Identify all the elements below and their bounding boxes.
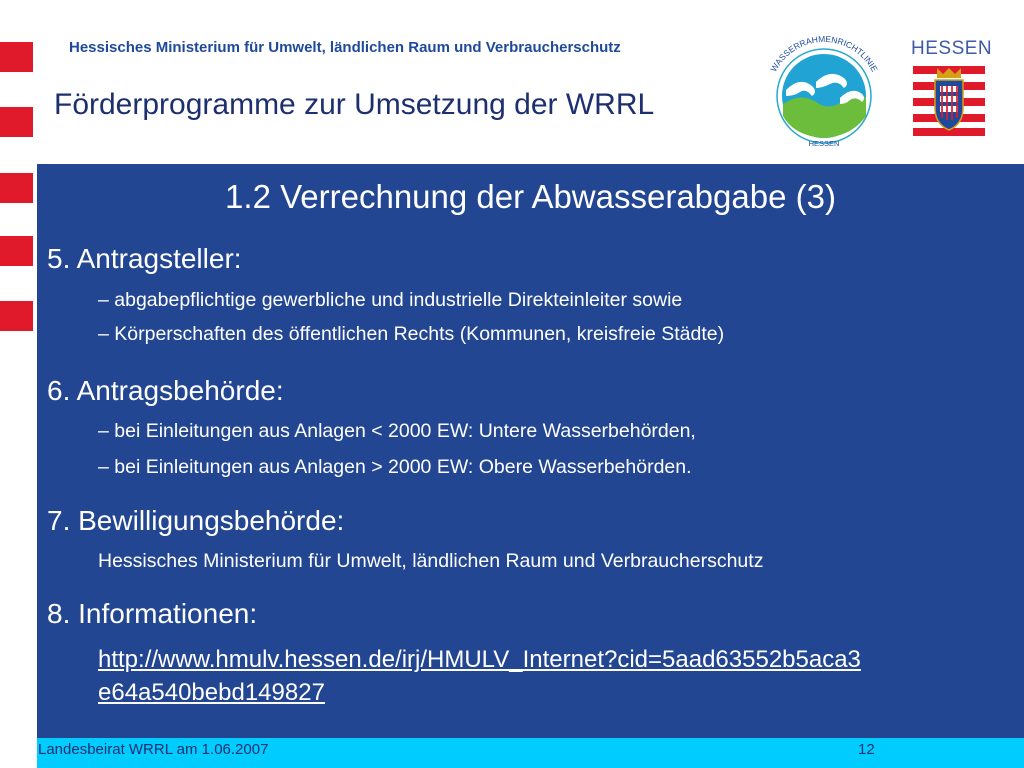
decor-red-square-5 (0, 301, 33, 331)
wrrl-logo-bottom-text: HESSEN (808, 139, 840, 148)
section-8-heading: 8. Informationen: (47, 598, 258, 629)
hessen-crest-icon (913, 62, 985, 136)
section-7-heading: 7. Bewilligungsbehörde: (47, 505, 345, 536)
info-link-line-1[interactable]: http://www.hmulv.hessen.de/irj/HMULV_Internet?cid=5aad63552b5aca3 (98, 646, 861, 673)
footer-text: Landesbeirat WRRL am 1.06.2007 (38, 741, 269, 758)
wrrl-logo-arc-text: WASSERRAHMENRICHTLINIE (768, 33, 880, 74)
section-6-item-1: – bei Einleitungen aus Anlagen < 2000 EW: Untere Wasserbehörden, (98, 420, 696, 442)
decor-red-square-1 (0, 42, 33, 72)
section-7-item-1: Hessisches Ministerium für Umwelt, ländlichen Raum und Verbraucherschutz (98, 550, 764, 572)
info-link-line-2[interactable]: e64a540bebd149827 (98, 679, 325, 706)
slide-subtitle: Förderprogramme zur Umsetzung der WRRL (54, 88, 655, 121)
decor-red-square-3 (0, 173, 33, 203)
decor-red-square-4 (0, 236, 33, 266)
section-5-heading: 5. Antragsteller: (47, 243, 242, 274)
section-6-item-2: – bei Einleitungen aus Anlagen > 2000 EW: Obere Wasserbehörden. (98, 456, 692, 478)
section-5-item-2: – Körperschaften des öffentlichen Rechts (Kommunen, kreisfreie Städte) (98, 323, 725, 345)
section-6-heading: 6. Antragsbehörde: (47, 375, 284, 406)
ministry-name: Hessisches Ministerium für Umwelt, ländlichen Raum und Verbraucherschutz (69, 39, 621, 56)
page-number: 12 (858, 741, 875, 758)
hessen-logo-text: HESSEN (911, 38, 993, 59)
slide-title: 1.2 Verrechnung der Abwasserabgabe (3) (225, 178, 836, 215)
section-5-item-1: – abgabepflichtige gewerbliche und industrielle Direkteinleiter sowie (98, 289, 683, 311)
wrrl-logo (756, 32, 892, 152)
decor-red-square-2 (0, 107, 33, 137)
